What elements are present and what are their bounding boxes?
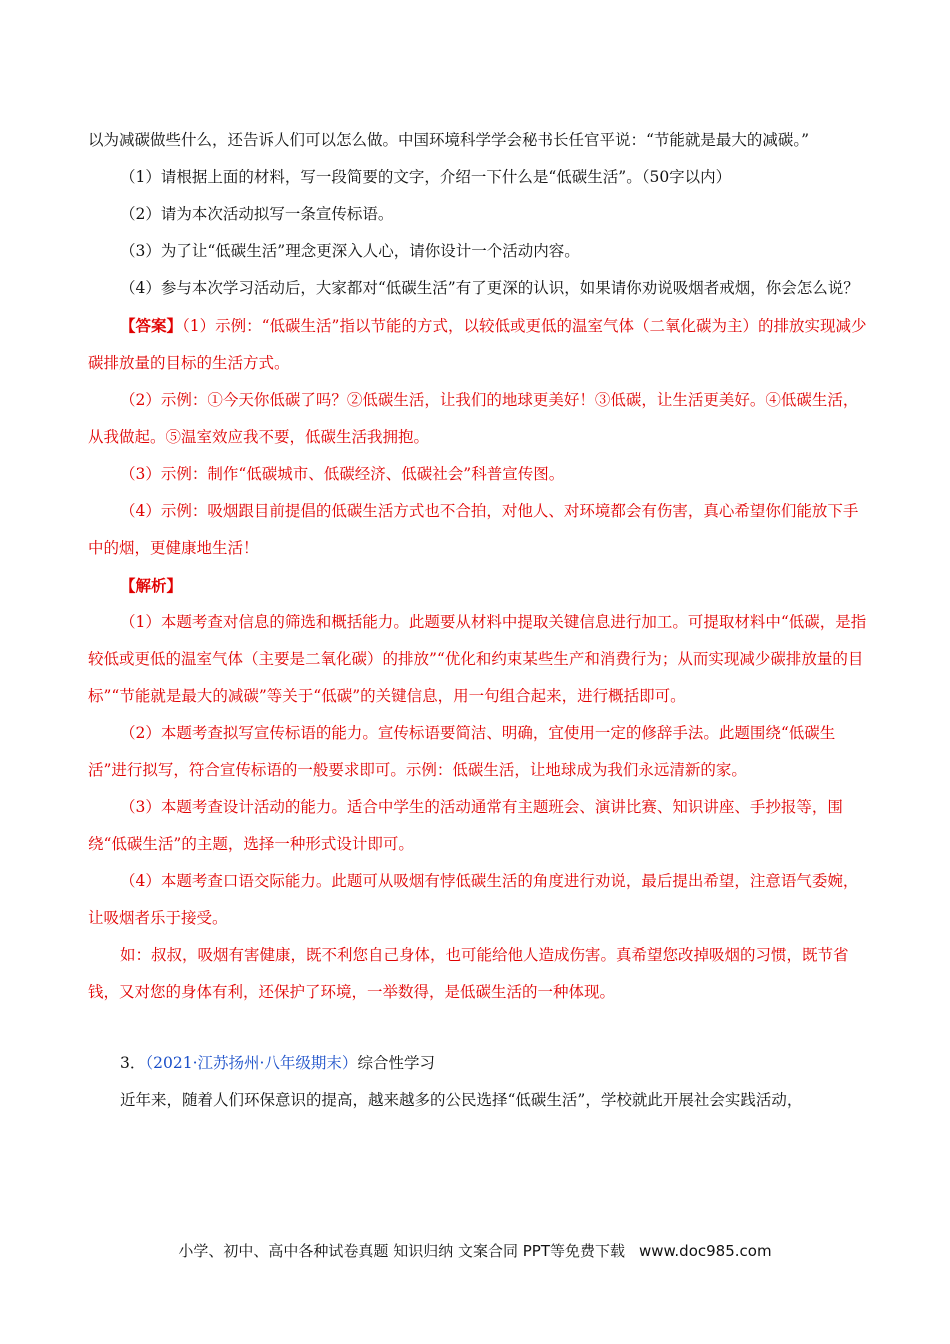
question-4: （4）参与本次学习活动后，大家都对“低碳生活”有了更深的认识，如果请你劝说吸烟者戒烟，你会怎么说？ — [120, 279, 859, 297]
analysis-3: （3）本题考查设计活动的能力。适合中学生的活动通常有主题班会、演讲比赛、知识讲座、手抄报等，围绕“低碳生活”的主题，选择一种形式设计即可。 — [88, 798, 843, 853]
question-3-text: 近年来，随着人们环保意识的提高，越来越多的公民选择“低碳生活”，学校就此开展社会实践活动， — [120, 1091, 803, 1109]
document-content — [88, 122, 868, 1119]
section-gap — [88, 1011, 868, 1045]
analysis-4: （4）本题考查口语交际能力。此题可从吸烟有悖低碳生活的角度进行劝说，最后提出希望，注意语气委婉，让吸烟者乐于接受。 — [88, 872, 859, 927]
footer-text: 小学、初中、高中各种试卷真题 知识归纳 文案合同 PPT等免费下载 — [178, 1242, 625, 1260]
footer-url[interactable]: www.doc985.com — [638, 1242, 772, 1260]
question-source: （2021·江苏扬州·八年级期末） — [145, 1054, 358, 1072]
analysis-2: （2）本题考查拟写宣传标语的能力。宣传标语要简洁、明确，宜使用一定的修辞手法。此题围绕“低碳生活”进行拟写，符合宣传标语的一般要求即可。示例：低碳生活，让地球成为我们永远清新的家。 — [88, 724, 836, 779]
question-3-heading — [88, 1045, 868, 1082]
question-2: （2）请为本次活动拟写一条宣传标语。 — [120, 205, 394, 223]
question-3: （3）为了让“低碳生活”理念更深入人心，请你设计一个活动内容。 — [120, 242, 580, 260]
answer-3: （3）示例：制作“低碳城市、低碳经济、低碳社会”科普宣传图。 — [120, 465, 565, 483]
question-type: 综合性学习 — [357, 1054, 435, 1072]
answer-label: 【答案】 — [120, 316, 183, 335]
page-footer — [0, 1240, 950, 1261]
answer-2: （2）示例：①今天你低碳了吗？②低碳生活，让我们的地球更美好！③低碳，让生活更美好。④低碳生活，从我做起。⑤温室效应我不要，低碳生活我拥抱。 — [88, 391, 859, 446]
analysis-1: （1）本题考查对信息的筛选和概括能力。此题要从材料中提取关键信息进行加工。可提取材料中“低碳，是指较低或更低的温室气体（主要是二氧化碳）的排放”“优化和约束某些生产和消费行为；从而实现减少碳排放量的目标”“节能就是最大的减碳”等关于“低碳”的关键信息，用一句组合起来，进行概括即可。 — [88, 613, 867, 705]
analysis-example: 如：叔叔，吸烟有害健康，既不利您自己身体，也可能给他人造成伤害。真希望您改掉吸烟的习惯，既节省钱，又对您的身体有利，还保护了环境，一举数得，是低碳生活的一种体现。 — [88, 946, 849, 1001]
answer-1 — [88, 307, 868, 382]
question-1: （1）请根据上面的材料，写一段简要的文字，介绍一下什么是“低碳生活”。（50字以内） — [120, 168, 732, 186]
analysis-label: 【解析】 — [120, 576, 183, 595]
answer-1-text: （1）示例：“低碳生活”指以节能的方式，以较低或更低的温室气体（二氧化碳为主）的排放实现减少碳排放量的目标的生活方式。 — [88, 317, 867, 372]
answer-4: （4）示例：吸烟跟目前提倡的低碳生活方式也不合拍，对他人、对环境都会有伤害，真心希望你们能放下手中的烟，更健康地生活！ — [88, 502, 859, 557]
question-number: 3． — [120, 1054, 146, 1072]
material-tail: 以为减碳做些什么，还告诉人们可以怎么做。中国环境科学学会秘书长任官平说：“节能就是最大的减碳。” — [88, 131, 810, 149]
